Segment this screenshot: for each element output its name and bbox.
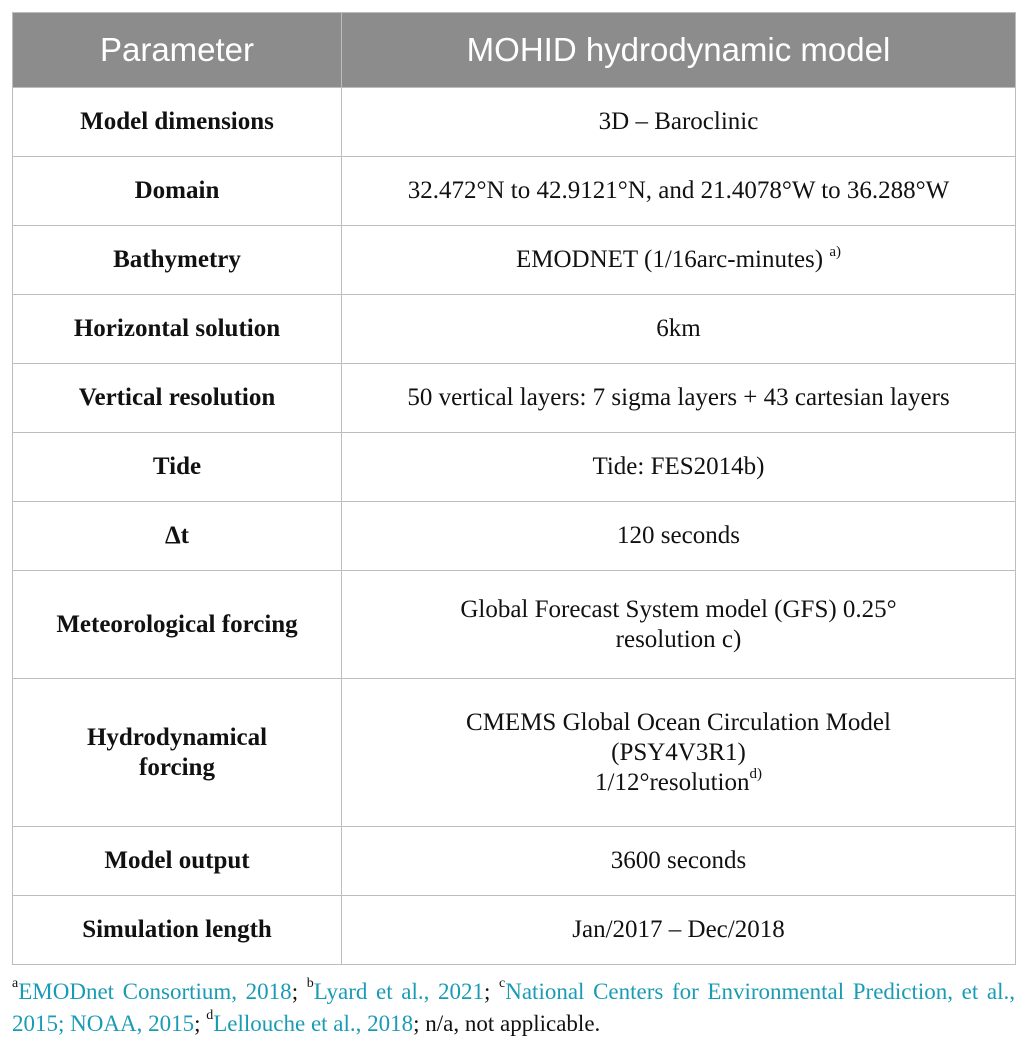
value-cell: 32.472°N to 42.9121°N, and 21.4078°W to 36.288°W xyxy=(342,157,1016,226)
param-cell xyxy=(13,679,342,827)
parameter-table xyxy=(12,12,1016,965)
value-line: (PSY4V3R1) xyxy=(611,738,746,766)
parameter-table-container xyxy=(12,12,1015,965)
header-parameter: Parameter xyxy=(13,13,342,88)
value-cell: 3D – Baroclinic xyxy=(342,88,1016,157)
value-cell: Jan/2017 – Dec/2018 xyxy=(342,896,1016,965)
param-cell: Vertical resolution xyxy=(13,364,342,433)
value-line xyxy=(350,768,1007,798)
table-row xyxy=(13,896,1016,965)
param-cell: Bathymetry xyxy=(13,226,342,295)
reference-link-lyard[interactable]: Lyard et al., 2021 xyxy=(313,979,484,1004)
value-cell xyxy=(342,226,1016,295)
value-cell: 50 vertical layers: 7 sigma layers + 43 cartesian layers xyxy=(342,364,1016,433)
value-text: 1/12°resolution xyxy=(595,768,750,796)
param-cell: Meteorological forcing xyxy=(13,571,342,679)
table-row xyxy=(13,157,1016,226)
footnote-tail: ; n/a, not applicable. xyxy=(413,1011,601,1036)
param-cell: Tide xyxy=(13,433,342,502)
superscript-marker: a) xyxy=(829,243,841,260)
reference-link-emodnet[interactable]: EMODnet Consortium, 2018 xyxy=(18,979,292,1004)
footnote-separator: ; xyxy=(483,979,500,1004)
footnote-marker-a: a xyxy=(12,976,19,992)
reference-link-ncep-noaa[interactable]: National Centers for Environmental Prediction, et al., 2015; NOAA, 2015 xyxy=(12,979,1015,1036)
footnote-marker-c: c xyxy=(499,976,506,992)
header-mohid-model: MOHID hydrodynamic model xyxy=(342,13,1016,88)
table-row xyxy=(13,827,1016,896)
value-line: CMEMS Global Ocean Circulation Model xyxy=(466,708,891,736)
table-row xyxy=(13,88,1016,157)
value-cell xyxy=(342,571,1016,679)
table-row xyxy=(13,226,1016,295)
value-line: resolution c) xyxy=(615,625,742,653)
table-row xyxy=(13,679,1016,827)
value-text: EMODNET (1/16arc-minutes) xyxy=(515,246,824,273)
value-cell: 120 seconds xyxy=(342,502,1016,571)
param-cell: Horizontal solution xyxy=(13,295,342,364)
table-header-row xyxy=(13,13,1016,88)
value-cell: Tide: FES2014b) xyxy=(342,433,1016,502)
value-cell xyxy=(342,679,1016,827)
table-row xyxy=(13,571,1016,679)
table-row xyxy=(13,502,1016,571)
footnote-marker-d: d xyxy=(206,1008,214,1024)
param-cell: Model output xyxy=(13,827,342,896)
table-row xyxy=(13,295,1016,364)
value-cell: 3600 seconds xyxy=(342,827,1016,896)
param-cell: Δt xyxy=(13,502,342,571)
table-row xyxy=(13,433,1016,502)
value-line: Global Forecast System model (GFS) 0.25° xyxy=(460,595,897,623)
reference-link-lellouche[interactable]: Lellouche et al., 2018 xyxy=(213,1011,414,1036)
footnote-marker-b: b xyxy=(306,976,314,992)
superscript-marker: d) xyxy=(749,766,762,783)
footnote-separator: ; xyxy=(194,1011,207,1036)
table-row xyxy=(13,364,1016,433)
table-footnote xyxy=(12,976,1015,1040)
param-line: forcing xyxy=(139,753,215,781)
param-cell: Domain xyxy=(13,157,342,226)
footnote-separator: ; xyxy=(291,979,307,1004)
param-cell: Model dimensions xyxy=(13,88,342,157)
param-line: Hydrodynamical xyxy=(86,723,268,751)
param-cell: Simulation length xyxy=(13,896,342,965)
value-cell: 6km xyxy=(342,295,1016,364)
